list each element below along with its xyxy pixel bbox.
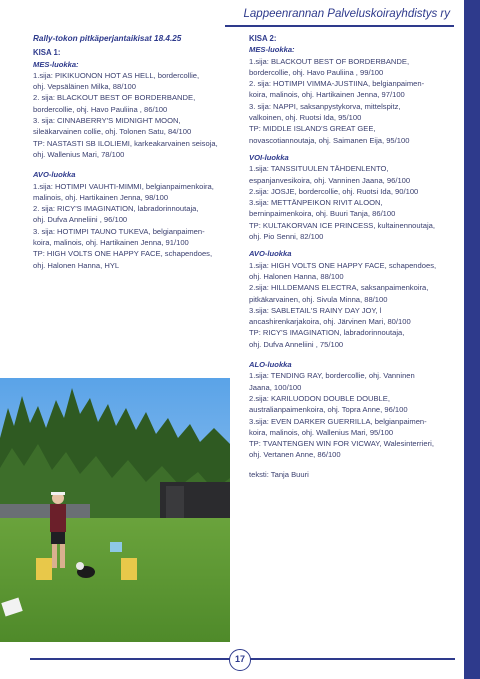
result-line: ohj. Halonen Hanna, 88/100 (249, 271, 344, 281)
result-line: ohj. Dufva Anneliini , 75/100 (249, 339, 344, 349)
result-line: ohj. Wallenius Mari, 78/100 (33, 149, 125, 159)
result-line: 1.sija: HIGH VOLTS ONE HAPPY FACE, schapendoes, (249, 260, 437, 270)
page-number: 17 (229, 649, 251, 671)
result-line: 2. sija: HOTIMPI VIMMA-JUSTIINA, belgianpaimen- (249, 79, 425, 89)
result-line: ohj. Halonen Hanna, HYL (33, 260, 120, 270)
result-line: sileäkarvainen collie, ohj. Tolonen Satu, 84/100 (33, 127, 192, 137)
author-credit: teksti: Tanja Buuri (249, 469, 309, 479)
result-line: 3. sija: NAPPI, saksanpystykorva, mittelspitz, (249, 101, 401, 111)
header-divider (225, 25, 454, 27)
class-heading: VOI-luokka (249, 152, 289, 162)
result-line: 3. sija: CINNABERRY'S MIDNIGHT MOON, (33, 116, 181, 126)
result-line: 3.sija: METTÄNPEIKON RIVIT ALOON, (249, 198, 383, 208)
result-line: 1.sija: HOTIMPI VAUHTI-MIMMI, belgianpaimenkoira, (33, 181, 214, 191)
result-line: koira, malinois, ohj. Wallenius Mari, 95/100 (249, 427, 394, 437)
class-heading: MES-luokka: (249, 45, 295, 55)
result-line: 1.sija: PIKIKUONON HOT AS HELL, bordercollie, (33, 70, 200, 80)
article-title: Rally-tokon pitkäperjantaikisat 18.4.25 (33, 34, 182, 43)
result-line: 2. sija: BLACKOUT BEST OF BORDERBANDE, (33, 93, 196, 103)
result-line: 2.sija: HILLDEMANS ELECTRA, saksanpaimenkoira, (249, 283, 429, 293)
result-line: TP: TVANTENGEN WIN FOR VICWAY, Walesinterrieri, (249, 439, 434, 449)
result-line: koira, malinois, ohj. Hartikainen Jenna, 91/100 (33, 238, 189, 248)
result-line: ohj. Vertanen Anne, 86/100 (249, 450, 341, 460)
result-line: TP: RICY'S IMAGINATION, labradorinnoutaja, (249, 328, 405, 338)
result-line: espanjanvesikoira, ohj. Vanninen Jaana, 96/100 (249, 175, 411, 185)
result-line: novascotiannoutaja, ohj. Saimanen Eija, 95/100 (249, 135, 410, 145)
kisa-1-heading: KISA 1: (33, 48, 61, 58)
left-column (33, 33, 233, 271)
result-line: 2.sija: JOSJE, bordercollie, ohj. Ruotsi Ida, 90/100 (249, 186, 419, 196)
result-line: valkoinen, ohj. Ruotsi Ida, 95/100 (249, 113, 362, 123)
result-line: bordercollie, ohj. Havo Pauliina , 99/100 (249, 67, 384, 77)
result-line: TP: KULTAKORVAN ICE PRINCESS, kultainennoutaja, (249, 220, 435, 230)
class-heading: MES-luokka: (33, 59, 79, 69)
result-line: 1.sija: TENDING RAY, bordercollie, ohj. Vanninen (249, 371, 415, 381)
right-column (249, 33, 449, 480)
kisa-2-heading: KISA 2: (249, 34, 277, 43)
event-photo (0, 378, 230, 642)
result-line: 1.sija: BLACKOUT BEST OF BORDERBANDE, (249, 56, 410, 66)
result-line: ohj. Dufva Anneliini , 96/100 (33, 215, 128, 225)
result-line: 1.sija: TANSSITUULEN TÄHDENLENTO, (249, 164, 389, 174)
side-accent-bar (464, 0, 480, 679)
result-line: 2. sija: RICY'S IMAGINATION, labradorinnoutaja, (33, 204, 199, 214)
result-line: 2.sija: KARILUODON DOUBLE DOUBLE, (249, 393, 390, 403)
result-line: berninpaimenkoira, ohj. Buuri Tanja, 86/100 (249, 209, 396, 219)
result-line: koira, malinois, ohj. Hartikainen Jenna, 97/100 (249, 90, 405, 100)
result-line: ohj. Pio Senni, 82/100 (249, 232, 324, 242)
result-line: Jaana, 100/100 (249, 382, 302, 392)
result-line: pitkäkarvainen, ohj. Sivula Minna, 88/100 (249, 294, 388, 304)
result-line: TP: MIDDLE ISLAND'S GREAT GEE, (249, 124, 376, 134)
result-line: malinois, ohj. Hartikainen Jenna, 98/100 (33, 192, 169, 202)
result-line: TP: HIGH VOLTS ONE HAPPY FACE, schapendoes, (33, 249, 213, 259)
class-heading: AVO-luokka (249, 249, 292, 259)
result-line: TP: NASTASTI SB ILOLIEMI, karkeakarvainen seisoja, (33, 138, 218, 148)
class-heading: ALO-luokka (249, 360, 292, 370)
result-line: australianpaimenkoira, ohj. Topra Anne, 96/100 (249, 405, 408, 415)
result-line: ohj. Vepsäläinen Milka, 88/100 (33, 82, 137, 92)
header-title: Lappeenrannan Palveluskoirayhdistys ry (243, 8, 450, 20)
result-line: 3. sija: HOTIMPI TAUNO TUKEVA, belgianpaimen- (33, 226, 205, 236)
class-heading: AVO-luokka (33, 170, 76, 180)
result-line: 3.sija: SABLETAIL'S RAINY DAY JOY, l (249, 305, 382, 315)
result-line: bordercollie, ohj. Havo Pauliina , 86/100 (33, 104, 168, 114)
result-line: ancashirenkarjakoira, ohj. Järvinen Mari, 80/100 (249, 317, 411, 327)
result-line: 3.sija: EVEN DARKER GUERRILLA, belgianpaimen- (249, 416, 427, 426)
